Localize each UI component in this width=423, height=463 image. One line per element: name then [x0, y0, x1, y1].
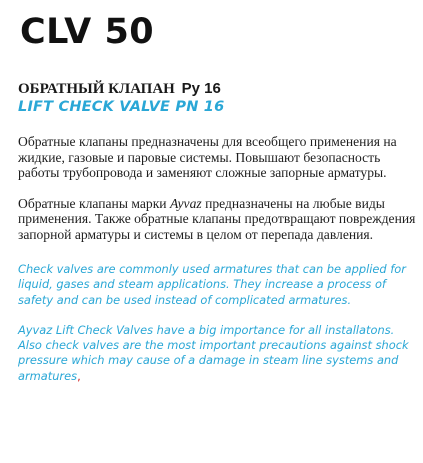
- datasheet-page: [18, 12, 418, 384]
- description-en-p2-text: Ayvaz Lift Check Valves have a big importance for all installatons. Also check valves are the most important precautions against shock pressure which may cause of a damage in steam line systems and armatures: [18, 322, 409, 383]
- description-en-paragraph-2: [18, 323, 416, 384]
- description-ru-p2-end: предназначены на любые виды применения. Также обратные клапаны предотвращают повреждения запорной арматуры и системы в целом от перепада давления.: [18, 195, 416, 242]
- pressure-rating-ru: Ру 16: [181, 80, 221, 97]
- description-en-paragraph-1: Check valves are commonly used armatures that can be applied for liquid, gases and steam applications. They increase a process of safety and can be used instead of complicated armatures.: [18, 262, 406, 307]
- product-title-ru: [18, 80, 418, 98]
- description-ru-paragraph-1: Обратные клапаны предназначены для всеобщего применения на жидкие, газовые и паровые системы. Повышают безопасность работы трубопровода и заменяют сложные запорные арматуры.: [18, 134, 397, 180]
- model-title: CLV 50: [20, 12, 155, 52]
- description-ru-p2-start: Обратные клапаны марки: [18, 195, 170, 211]
- description-ru-paragraph-2: [18, 196, 416, 243]
- product-name-ru: ОБРАТНЫЙ КЛАПАН: [18, 81, 175, 97]
- brand-name: Ayvaz: [169, 195, 202, 211]
- product-title-en: LIFT CHECK VALVE PN 16: [18, 99, 225, 115]
- end-mark: ,: [77, 368, 81, 383]
